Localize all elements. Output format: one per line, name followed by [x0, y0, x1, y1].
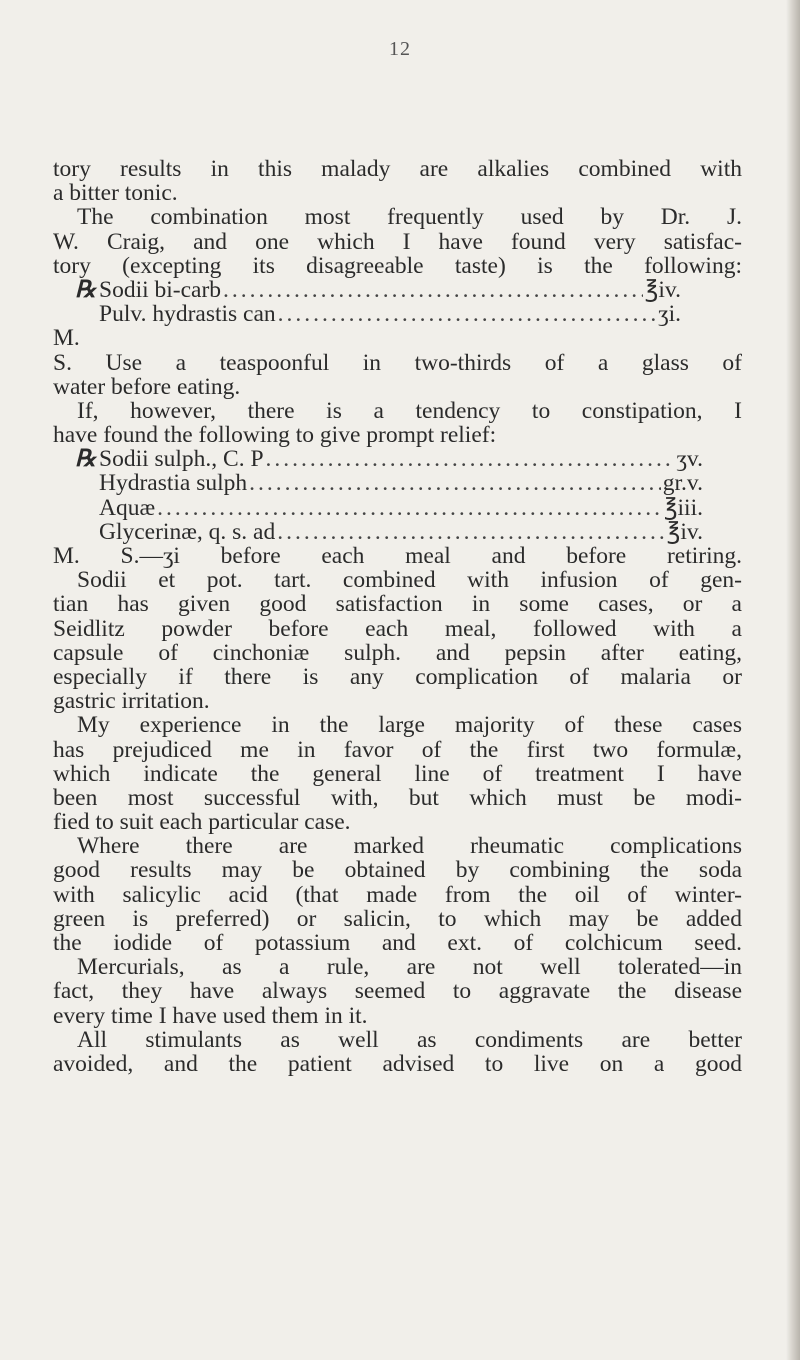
text-line: with salicylic acid (that made from the oil of winter- [53, 881, 742, 908]
text-line: All stimulants as well as condiments are better [77, 1026, 742, 1053]
text-line: Mercurials, as a rule, are not well tolerated—in [77, 954, 742, 981]
prescription-2-item [53, 471, 703, 495]
body-text [53, 157, 773, 1076]
text-line: have found the following to give prompt relief: [53, 422, 497, 449]
text-line: has prejudiced me in favor of the first two formulæ, [53, 736, 742, 763]
text-line: fied to suit each particular case. [53, 809, 351, 836]
ingredient-name: Sodii sulph., C. P [99, 446, 264, 473]
text-line: If, however, there is a tendency to constipation, I [77, 397, 742, 424]
ingredient-name: Aquæ [99, 494, 156, 521]
text-line: fact, they have always seemed to aggravate the disease [53, 978, 742, 1005]
text-line: W. Craig, and one which I have found very satisfac- [53, 228, 742, 255]
text-line: Sodii et pot. tart. combined with infusion of gen- [77, 567, 742, 594]
text-line: gastric irritation. [53, 688, 210, 715]
text-line: a bitter tonic. [53, 180, 178, 207]
ingredient-quantity: ℥iii. [663, 494, 703, 521]
text-line: M. S.—ʒi before each meal and before retiring. [53, 543, 742, 569]
prescription-2-item [53, 520, 703, 544]
ingredient-name: Hydrastia sulph [99, 470, 248, 497]
text-line: every time I have used them in it. [53, 1002, 368, 1029]
page-number: 12 [389, 38, 411, 60]
prescription-1-item [53, 278, 681, 302]
leader-dots [249, 471, 661, 495]
text-line: My experience in the large majority of these cases [77, 712, 742, 739]
text-line: green is preferred) or salicin, to which may be added [53, 905, 742, 932]
ingredient-quantity: ℥iv. [644, 276, 681, 303]
text-line: capsule of cinchoniæ sulph. and pepsin after eating, [53, 639, 742, 666]
text-line: Seidlitz powder before each meal, followed with a [53, 615, 742, 642]
text-line: water before eating. [53, 373, 241, 400]
text-line: tian has given good satisfaction in some cases, or a [53, 591, 742, 618]
leader-dots [223, 278, 643, 302]
text-line: Where there are marked rheumatic complications [77, 833, 742, 860]
ingredient-quantity: gr.v. [662, 470, 703, 497]
page-edge-shadow [786, 0, 800, 1360]
text-line: tory results in this malady are alkalies combined with [53, 156, 742, 182]
text-line: been most successful with, but which must be modi- [53, 784, 742, 811]
ingredient-quantity: ʒi. [658, 301, 681, 328]
leader-dots [278, 302, 656, 326]
recipe-symbol: ℞ [75, 446, 97, 473]
prescription-1-item [53, 302, 681, 326]
text-line: The combination most frequently used by Dr. J. [77, 204, 742, 231]
ingredient-name: Sodii bi-carb [99, 276, 222, 303]
ingredient-name: Glycerinæ, q. s. ad [99, 518, 276, 545]
leader-dots [277, 520, 665, 544]
prescription-2-item [53, 447, 703, 471]
ingredient-quantity: ℥iv. [666, 518, 703, 545]
text-line: good results may be obtained by combining the soda [53, 857, 742, 884]
leader-dots [266, 447, 675, 471]
misce-label: M. [53, 325, 80, 352]
recipe-symbol: ℞ [75, 276, 97, 303]
prescription-2-item [53, 496, 703, 520]
text-line: the iodide of potassium and ext. of colchicum seed. [53, 930, 742, 956]
text-line: tory (excepting its disagreeable taste) is the following: [53, 252, 742, 279]
text-line: avoided, and the patient advised to live on a good [53, 1050, 742, 1077]
leader-dots [157, 496, 662, 520]
ingredient-name: Pulv. hydrastis can [99, 301, 276, 328]
text-line: S. Use a teaspoonful in two-thirds of a glass of [53, 349, 742, 376]
text-line: especially if there is any complication of malaria or [53, 663, 742, 690]
text-line: which indicate the general line of treatment I have [53, 760, 742, 787]
ingredient-quantity: ʒv. [676, 446, 703, 473]
